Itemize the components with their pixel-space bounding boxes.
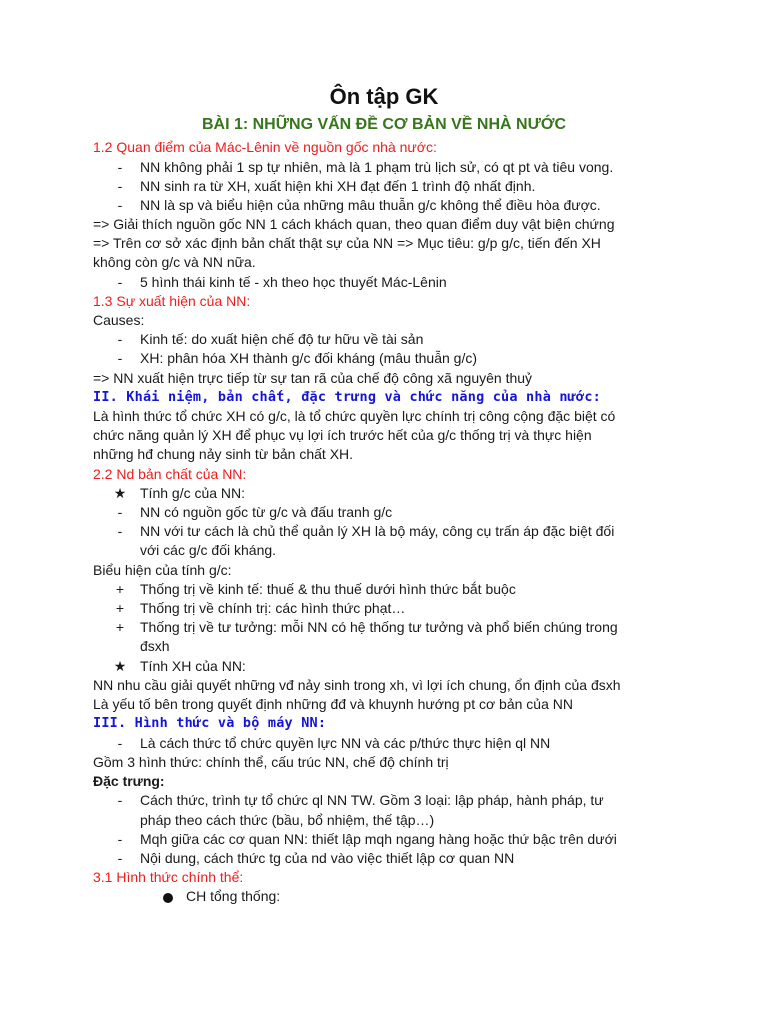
list-item: Là cách thức tổ chức quyền lực NN và các p/thức thực hiện ql NN <box>140 735 551 751</box>
bullet-dot-icon <box>163 893 173 903</box>
paragraph-text: những hđ chung nảy sinh từ bản chất XH. <box>93 446 354 462</box>
plus-marker: + <box>115 581 125 597</box>
dash-marker: - <box>117 159 123 175</box>
list-item: NN không phải 1 sp tự nhiên, mà là 1 phạm trù lịch sử, có qt pt và tiêu vong. <box>140 159 614 175</box>
dash-marker: - <box>117 331 123 347</box>
paragraph-text: Là hình thức tổ chức XH có g/c, là tổ chức quyền lực chính trị công cộng đặc biệt có <box>93 408 616 424</box>
page-title: Ôn tập GK <box>329 84 439 109</box>
section-3-1-heading: 3.1 Hình thức chính thể: <box>93 869 244 885</box>
dash-marker: - <box>117 197 123 213</box>
dash-marker: - <box>117 831 123 847</box>
lesson-title: BÀI 1: NHỮNG VẤN ĐỀ CƠ BẢN VỀ NHÀ NƯỚC <box>201 116 567 133</box>
section-3-heading: III. Hình thức và bộ máy NN: <box>93 715 327 731</box>
paragraph-text: Là yếu tố bên trong quyết định những đđ và khuynh hướng pt cơ bản của NN <box>93 696 573 712</box>
star-marker: ★ <box>113 658 127 674</box>
list-item: Nội dung, cách thức tg của nd vào việc thiết lập cơ quan NN <box>140 850 515 866</box>
list-item-continuation: đsxh <box>140 638 170 654</box>
section-1-2-heading: 1.2 Quan điểm của Mác-Lênin về nguồn gốc nhà nước: <box>93 139 437 155</box>
list-item: Thống trị về chính trị: các hình thức phạt… <box>140 600 406 616</box>
paragraph-text: Biểu hiện của tính g/c: <box>93 562 232 578</box>
paragraph-text: NN nhu cầu giải quyết những vđ nảy sinh trong xh, vì lợi ích chung, ổn định của đsxh <box>93 677 621 693</box>
conclusion-text: => NN xuất hiện trực tiếp từ sự tan rã của chế độ công xã nguyên thuỷ <box>93 370 533 386</box>
list-item: Mqh giữa các cơ quan NN: thiết lập mqh ngang hàng hoặc thứ bậc trên dưới <box>140 831 617 847</box>
list-item: NN với tư cách là chủ thể quản lý XH là bộ máy, công cụ trấn áp đặc biệt đối <box>140 523 615 539</box>
section-2-heading: II. Khái niệm, bản chất, đặc trưng và chức năng của nhà nước: <box>93 389 601 405</box>
list-item: Tính XH của NN: <box>140 658 246 674</box>
list-item: NN sinh ra từ XH, xuất hiện khi XH đạt đến 1 trình độ nhất định. <box>140 178 536 194</box>
dash-marker: - <box>117 504 123 520</box>
conclusion-text: => Giải thích nguồn gốc NN 1 cách khách quan, theo quan điểm duy vật biện chứng <box>93 216 615 232</box>
list-item-continuation: pháp theo cách thức (bầu, bổ nhiệm, thế tập…) <box>140 812 435 828</box>
dash-marker: - <box>117 735 123 751</box>
list-item: Thống trị về tư tưởng: mỗi NN có hệ thống tư tưởng và phổ biến chúng trong <box>140 619 618 635</box>
dash-marker: - <box>117 350 123 366</box>
conclusion-text: => Trên cơ sở xác định bản chất thật sự của NN => Mục tiêu: g/p g/c, tiến đến XH <box>93 235 601 251</box>
list-item: 5 hình thái kinh tế - xh theo học thuyết Mác-Lênin <box>140 274 447 290</box>
paragraph-text: Gồm 3 hình thức: chính thể, cấu trúc NN, chế độ chính trị <box>93 754 449 770</box>
list-item: Thống trị về kinh tế: thuế & thu thuế dưới hình thức bắt buộc <box>140 581 516 597</box>
list-item-continuation: với các g/c đối kháng. <box>140 542 277 558</box>
dac-trung-heading: Đặc trưng: <box>93 773 165 789</box>
list-item: Tính g/c của NN: <box>140 485 246 501</box>
list-item: CH tổng thống: <box>186 888 281 904</box>
list-item: Kinh tế: do xuất hiện chế độ tư hữu về tài sản <box>140 331 424 347</box>
plus-marker: + <box>115 619 125 635</box>
dash-marker: - <box>117 274 123 290</box>
dash-marker: - <box>117 523 123 539</box>
list-item: XH: phân hóa XH thành g/c đối kháng (mâu thuẫn g/c) <box>140 350 477 366</box>
list-item: NN là sp và biểu hiện của những mâu thuẫn g/c không thể điều hòa được. <box>140 197 601 213</box>
section-2-2-heading: 2.2 Nd bản chất của NN: <box>93 466 247 482</box>
section-1-3-heading: 1.3 Sự xuất hiện của NN: <box>93 293 251 309</box>
conclusion-text: không còn g/c và NN nữa. <box>93 254 256 270</box>
list-item: NN có nguồn gốc từ g/c và đấu tranh g/c <box>140 504 393 520</box>
dash-marker: - <box>117 792 123 808</box>
dash-marker: - <box>117 178 123 194</box>
causes-label: Causes: <box>93 312 145 328</box>
star-marker: ★ <box>113 485 127 501</box>
dash-marker: - <box>117 850 123 866</box>
plus-marker: + <box>115 600 125 616</box>
list-item: Cách thức, trình tự tổ chức ql NN TW. Gồm 3 loại: lập pháp, hành pháp, tư <box>140 792 604 808</box>
paragraph-text: chức năng quản lý XH để phục vụ lợi ích trước hết của g/c thống trị và thực hiện <box>93 427 592 443</box>
